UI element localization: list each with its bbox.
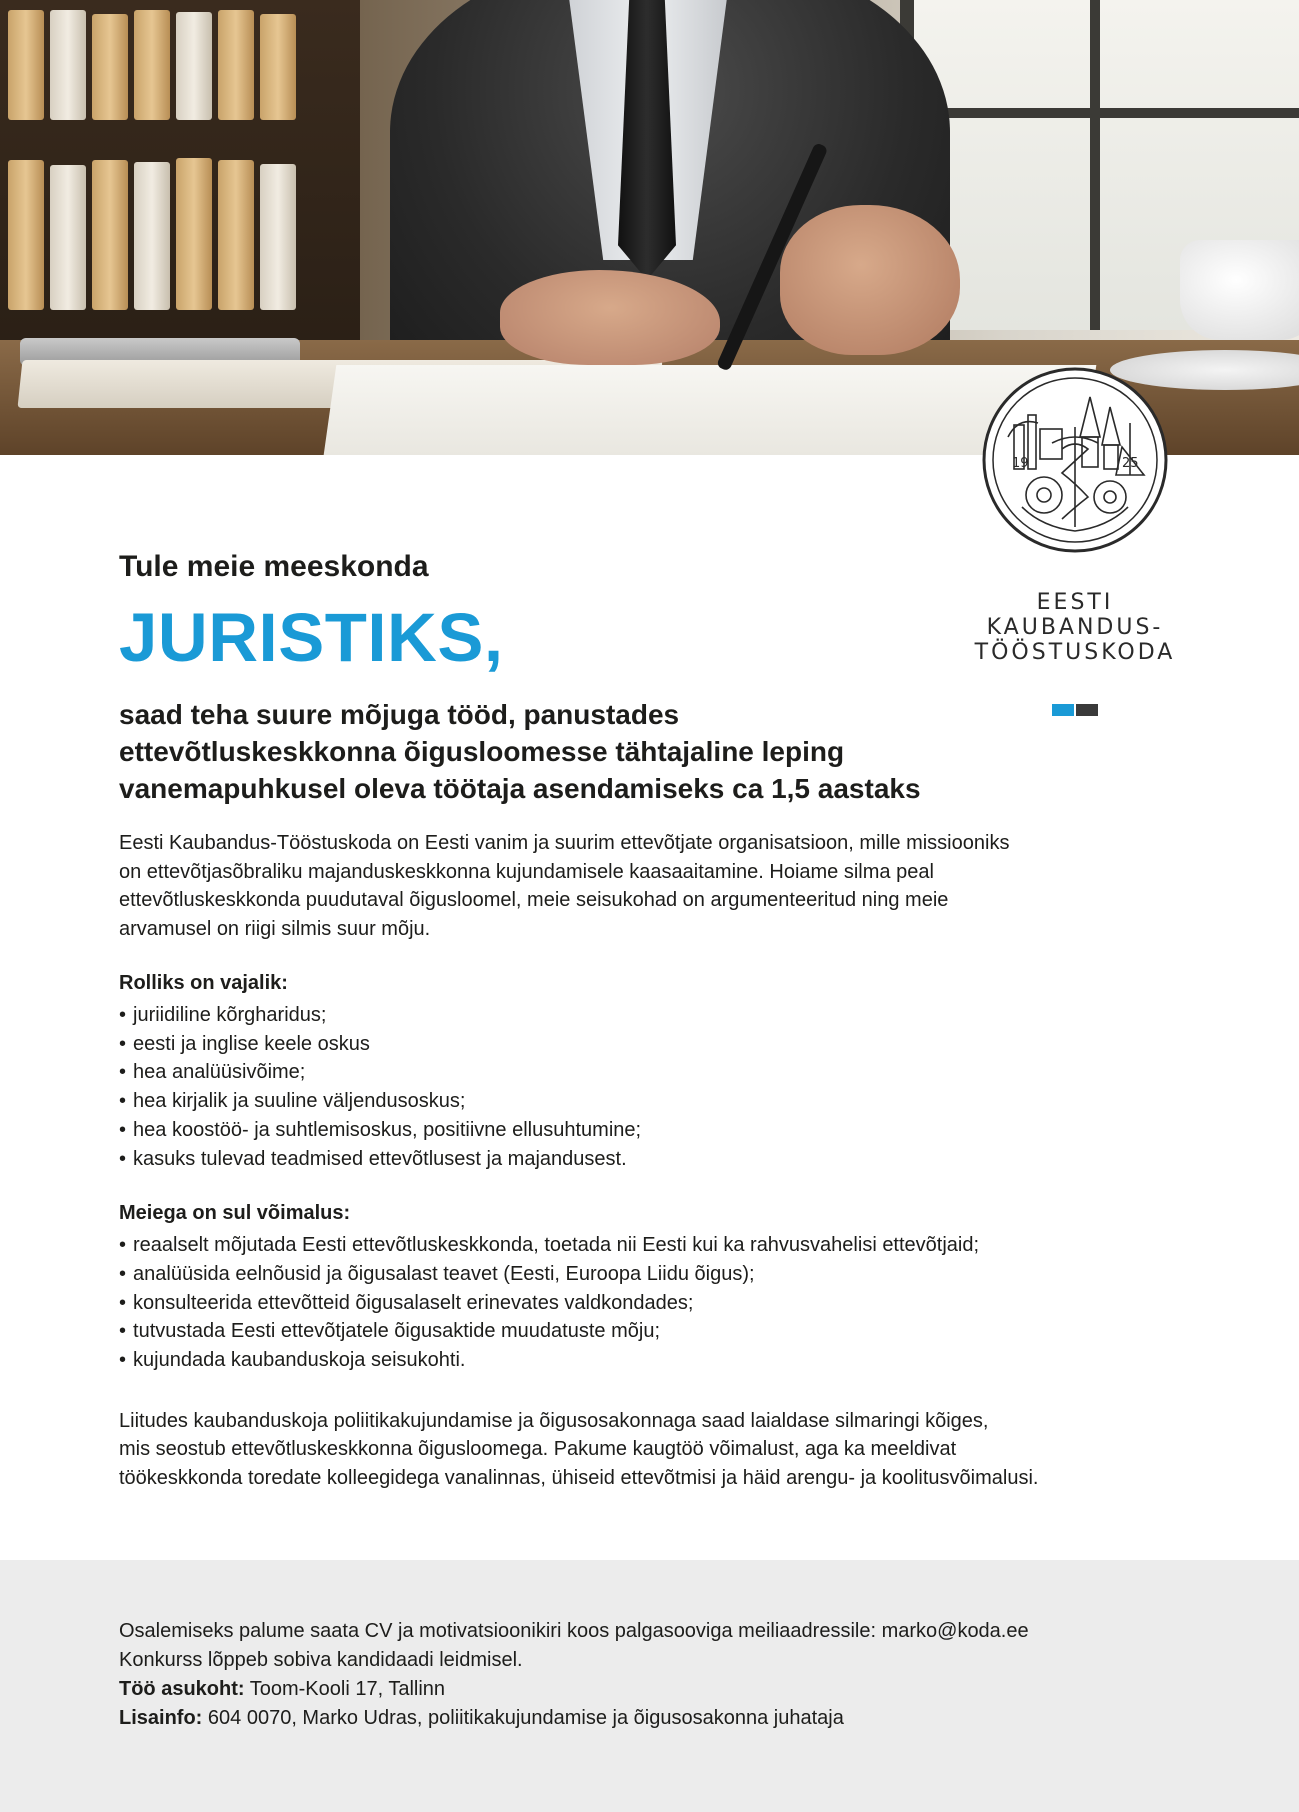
- about-line: arvamusel on riigi silmis suur mõju.: [119, 917, 431, 940]
- location-value: Toom-Kooli 17, Tallinn: [244, 1678, 446, 1700]
- deadline-note: Konkurss lõppeb sobiva kandidaadi leidmisel.: [119, 1649, 523, 1671]
- brand-line-2: KAUBANDUS-: [986, 615, 1164, 640]
- about-paragraph: [119, 829, 1199, 943]
- opportunities-heading: Meiega on sul võimalus:: [119, 1202, 351, 1225]
- seal-year-left: 19: [1012, 456, 1029, 471]
- location-label: Töö asukoht:: [119, 1678, 245, 1700]
- info-value: 604 0070, Marko Udras, poliitikakujundamise ja õigusosakonna juhataja: [202, 1707, 844, 1729]
- about-line: Eesti Kaubandus-Tööstuskoda on Eesti vanim ja suurim ettevõtjate organisatsioon, mille missiooniks: [119, 832, 1010, 854]
- list-item: • tutvustada Eesti ettevõtjatele õigusaktide muudatuste mõju;: [119, 1317, 1199, 1346]
- info-label: Lisainfo:: [119, 1707, 203, 1729]
- closing-line: töökeskkonda toredate kolleegidega vanalinnas, ühiseid ettevõtmisi ja häid arengu- ja koolitusvõimalusi.: [119, 1466, 1039, 1489]
- list-item: • hea koostöö- ja suhtlemisoskus, positiivne ellusuhtumine;: [119, 1116, 1199, 1145]
- chamber-seal-logo: [982, 367, 1168, 553]
- main-content: [119, 548, 1199, 1492]
- requirements-heading: Rolliks on vajalik:: [119, 972, 288, 994]
- closing-line: Liitudes kaubanduskoja poliitikakujundamise ja õigusosakonnaga saad laialdase silmaringi kõiges,: [119, 1409, 989, 1432]
- list-item: • analüüsida eelnõusid ja õigusalast teavet (Eesti, Euroopa Liidu õigus);: [119, 1260, 1199, 1289]
- intro-heading: Tule meie meeskonda: [119, 550, 429, 583]
- footer-panel: [0, 1560, 1299, 1812]
- lead-text: [119, 696, 1199, 807]
- brand-line-3: TÖÖSTUSKODA: [974, 640, 1176, 665]
- coffee-cup: [1180, 240, 1299, 340]
- brand-line-1: EESTI: [1036, 590, 1114, 615]
- list-item: • kasuks tulevad teadmised ettevõtlusest ja majandusest.: [119, 1145, 1199, 1174]
- closing-line: mis seostub ettevõtluskeskkonna õigusloomega. Pakume kaugtöö võimalust, aga ka meeldivat: [119, 1438, 957, 1461]
- list-item: • konsulteerida ettevõtteid õigusalaselt erinevates valdkondades;: [119, 1289, 1199, 1318]
- seal-year-right: 25: [1122, 456, 1139, 471]
- location-row: [119, 1675, 1029, 1704]
- info-row: [119, 1704, 1029, 1733]
- bookshelf: [0, 0, 360, 340]
- apply-instructions: Osalemiseks palume saata CV ja motivatsioonikiri koos palgasooviga meiliaadressile: marko@koda.ee: [119, 1620, 1029, 1642]
- job-title: JURISTIKS,: [119, 599, 504, 676]
- document-paper: [324, 365, 1097, 455]
- about-line: ettevõtluskeskkonda puudutaval õigusloomel, meie seisukohad on argumenteeritud ning meie: [119, 889, 949, 911]
- opportunities-list: [119, 1231, 1199, 1375]
- list-item: • reaalselt mõjutada Eesti ettevõtluskeskkonda, toetada nii Eesti kui ka rahvusvahelisi ettevõtjaid;: [119, 1231, 1199, 1260]
- list-item: • hea analüüsivõime;: [119, 1058, 1199, 1087]
- list-item: • hea kirjalik ja suuline väljendusoskus;: [119, 1087, 1199, 1116]
- lead-line: ettevõtluskeskkonna õigusloomesse tähtajaline leping: [119, 736, 845, 767]
- lead-line: vanemapuhkusel oleva töötaja asendamiseks ca 1,5 aastaks: [119, 773, 921, 804]
- right-hand: [780, 205, 960, 355]
- about-line: on ettevõtjasõbraliku majanduskeskkonna kujundamisele kaasaaitamine. Hoiame silma peal: [119, 860, 934, 883]
- lead-line: saad teha suure mõjuga tööd, panustades: [119, 699, 680, 730]
- list-item: • eesti ja inglise keele oskus: [119, 1030, 1199, 1059]
- requirements-list: [119, 1001, 1199, 1173]
- footer-text: [119, 1617, 1029, 1733]
- closing-paragraph: [119, 1407, 1199, 1493]
- list-item: • juriidiline kõrgharidus;: [119, 1001, 1199, 1030]
- list-item: • kujundada kaubanduskoja seisukohti.: [119, 1346, 1199, 1375]
